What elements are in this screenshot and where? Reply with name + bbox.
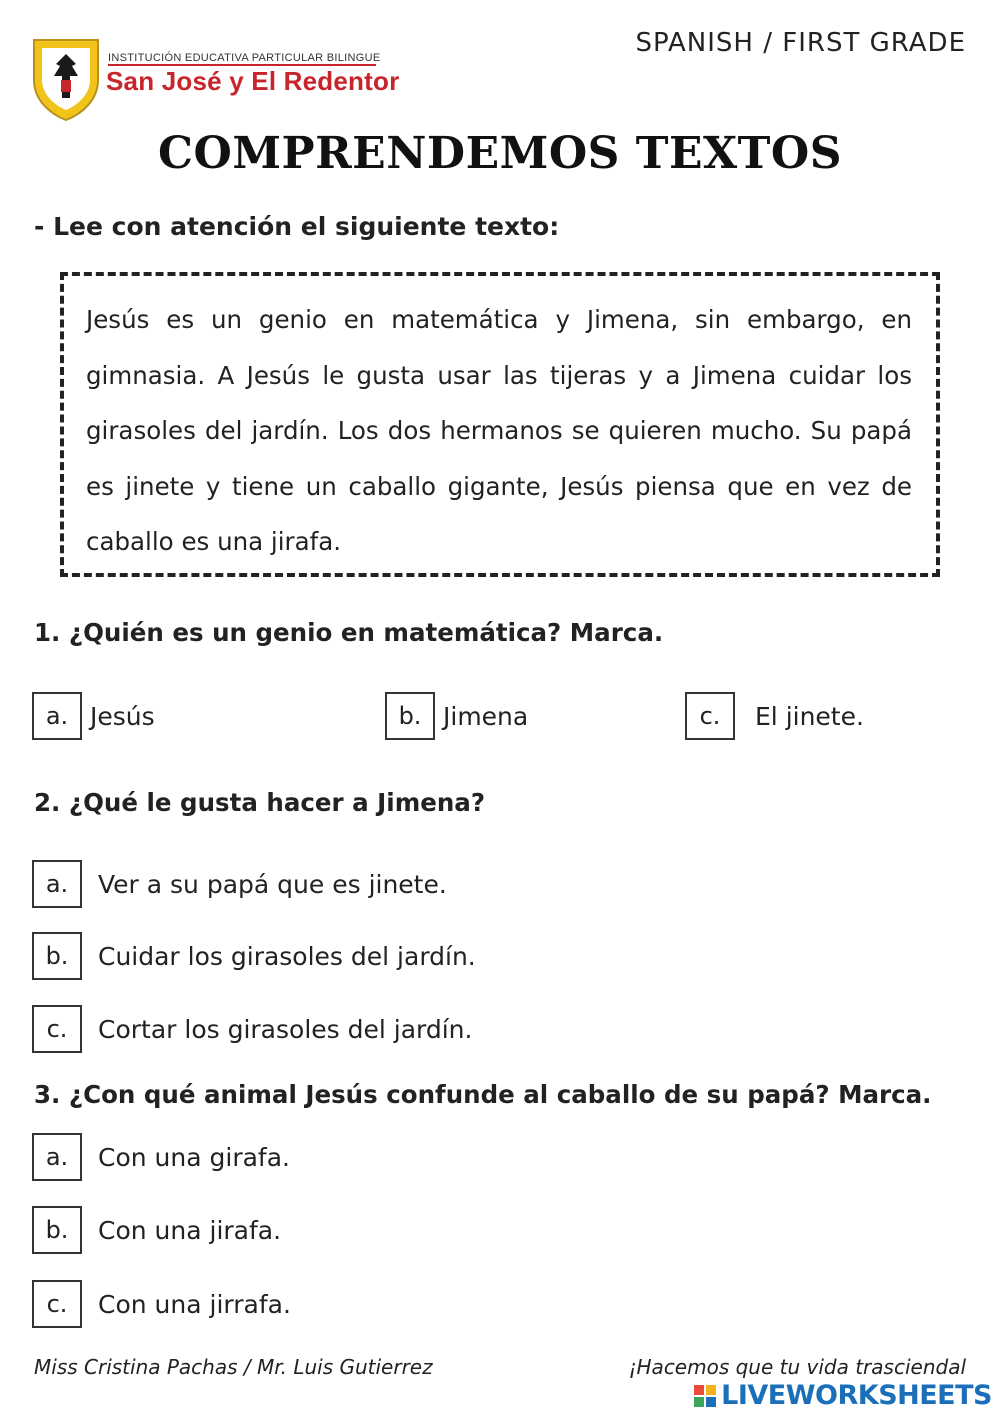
- liveworksheets-wordmark: LIVEWORKSHEETS: [721, 1380, 992, 1411]
- question-1: 1. ¿Quién es un genio en matemática? Marca.: [34, 618, 664, 647]
- option-text: Con una jirafa.: [98, 1215, 282, 1245]
- question-2: 2. ¿Qué le gusta hacer a Jimena?: [34, 788, 486, 817]
- q3-option-a[interactable]: [32, 1133, 290, 1181]
- question-3: 3. ¿Con qué animal Jesús confunde al caballo de su papá? Marca.: [34, 1080, 932, 1109]
- option-checkbox[interactable]: a.: [32, 1133, 82, 1181]
- school-institution-label: INSTITUCIÓN EDUCATIVA PARTICULAR BILINGUE: [108, 52, 381, 64]
- option-text: Ver a su papá que es jinete.: [98, 869, 447, 899]
- option-text: Con una jirrafa.: [98, 1289, 291, 1319]
- grade-label: SPANISH / FIRST GRADE: [635, 28, 966, 58]
- liveworksheets-logo-icon: [693, 1384, 717, 1408]
- option-text: Con una girafa.: [98, 1142, 290, 1172]
- option-text: Cortar los girasoles del jardín.: [98, 1014, 473, 1044]
- option-text: Cuidar los girasoles del jardín.: [98, 941, 476, 971]
- option-text: El jinete.: [755, 701, 864, 731]
- q1-option-a[interactable]: [32, 692, 155, 740]
- option-checkbox[interactable]: a.: [32, 860, 82, 908]
- q3-option-c[interactable]: [32, 1280, 291, 1328]
- q1-option-b[interactable]: [385, 692, 528, 740]
- school-crest-logo: [30, 36, 102, 122]
- option-checkbox[interactable]: b.: [32, 932, 82, 980]
- q3-option-b[interactable]: [32, 1206, 281, 1254]
- q1-option-c[interactable]: [685, 692, 864, 740]
- page-title: COMPRENDEMOS TEXTOS: [157, 128, 843, 179]
- footer-teachers: Miss Cristina Pachas / Mr. Luis Gutierrez: [34, 1355, 433, 1379]
- reading-passage: Jesús es un genio en matemática y Jimena, sin embargo, en gimnasia. A Jesús le gusta usar las tijeras y a Jimena cuidar los girasoles del jardín. Los dos hermanos se quieren mucho. Su papá es jinete y tiene un caballo gigante, Jesús piensa que en vez de caballo es una jirafa.: [86, 305, 912, 556]
- reading-instruction: - Lee con atención el siguiente texto:: [34, 212, 560, 241]
- school-name: San José y El Redentor: [106, 66, 400, 96]
- option-checkbox[interactable]: a.: [32, 692, 82, 740]
- liveworksheets-brand[interactable]: [693, 1380, 992, 1411]
- option-checkbox[interactable]: b.: [32, 1206, 82, 1254]
- option-checkbox[interactable]: c.: [685, 692, 735, 740]
- footer-motto: ¡Hacemos que tu vida trasciendal: [628, 1355, 966, 1379]
- option-checkbox[interactable]: b.: [385, 692, 435, 740]
- q2-option-c[interactable]: [32, 1005, 472, 1053]
- option-text: Jimena: [443, 701, 529, 731]
- q2-option-a[interactable]: [32, 860, 447, 908]
- option-text: Jesús: [90, 701, 155, 731]
- option-checkbox[interactable]: c.: [32, 1280, 82, 1328]
- q2-option-b[interactable]: [32, 932, 476, 980]
- reading-passage-box: [60, 272, 940, 577]
- option-checkbox[interactable]: c.: [32, 1005, 82, 1053]
